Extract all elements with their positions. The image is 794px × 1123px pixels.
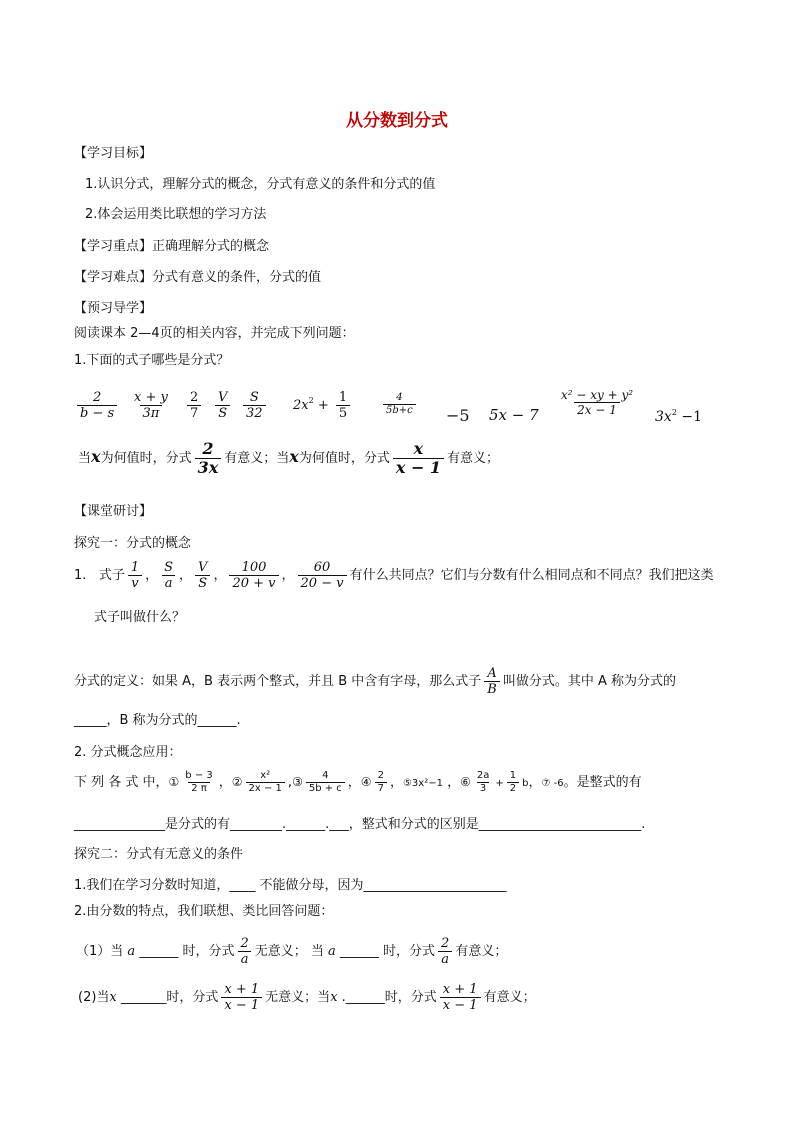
difficulty-text: 分式有意义的条件，分式的值	[152, 270, 322, 285]
explore2-title: 探究二：分式有无意义的条件	[74, 847, 244, 862]
difficulty	[74, 269, 321, 287]
expr-7: $\frac{4}{5b+c}$	[380, 392, 419, 417]
preview-heading: 【预习导学】	[74, 301, 153, 316]
expr-3: $\frac{2}{7}$	[184, 390, 204, 421]
q2-expressions: 下 列 各 式 中，① $\frac{b - 3}{2 \pi}$ ，② $\frac{\text{x²}}{2x - 1}$ ,③ $\frac{4}{5b + c}$ ，④ $\frac{2}{7}$ ，⑤3x²−1 ，⑥ $\frac{2a}{3}$ + $\frac{1}{2}$ b，⑦ -6。是整式的有	[74, 770, 642, 794]
expr-6: $2x^2$ + $\frac{1}{5}$	[293, 390, 353, 421]
definition-line2: _____，B 称为分式的______.	[74, 713, 241, 728]
expr-8: −5	[446, 406, 470, 425]
explore2-q1: 1.我们在学习分数时知道，____ 不能做分母，因为______________________	[74, 878, 507, 893]
q2-line2: ______________是分式的有________.______.___，整式和分式的区别是_________________________.	[74, 817, 646, 832]
expr-9: 5x − 7	[489, 406, 539, 424]
objective-item-2: 2.体会运用类比联想的学习方法	[85, 207, 267, 222]
class-study-heading: 【课堂研讨】	[74, 504, 153, 519]
explore1-q1-line2: 式子叫做什么？	[94, 610, 186, 625]
expr-10: $\frac{\text{x² − xy + y²}}{2x - 1}$	[561, 388, 634, 417]
expr-1: $\frac{2}{b - s}$	[74, 390, 120, 421]
preview-intro: 阅读课本 2—4页的相关内容，并完成下列问题：	[74, 326, 355, 341]
objectives-heading: 【学习目标】	[74, 146, 153, 161]
key-point-label: 【学习重点】	[74, 239, 153, 254]
preview-q2: 当x为何值时，分式 $\frac{2}{3x}$ 有意义；当x为何值时，分式 $\frac{x}{x - 1}$ 有意义；	[78, 439, 500, 477]
explore2-sub2: (2)当x _______时，分式 $\frac{x + 1}{x - 1}$ 无意义；当x .______时，分式 $\frac{x + 1}{x - 1}$ 有意义；	[78, 982, 536, 1013]
explore2-sub1: （1）当 a ______ 时，分式 $\frac{2}{a}$ 无意义； 当 a ______ 时，分式 $\frac{2}{a}$ 有意义；	[76, 936, 508, 967]
explore1-title: 探究一：分式的概念	[74, 536, 192, 551]
key-point	[74, 238, 269, 256]
expr-2: $\frac{x + y}{3\pi}$	[134, 390, 168, 421]
preview-q1: 1.下面的式子哪些是分式？	[74, 353, 230, 368]
difficulty-label: 【学习难点】	[74, 270, 153, 285]
page-title: 从分数到分式	[346, 111, 448, 131]
explore2-q2: 2.由分数的特点，我们联想、类比回答问题：	[74, 904, 334, 919]
expr-5: $\frac{S}{32}$	[240, 390, 269, 421]
key-point-text: 正确理解分式的概念	[152, 239, 270, 254]
q2-title: 2. 分式概念应用：	[74, 745, 182, 760]
expr-4: $\frac{V}{S}$	[212, 390, 233, 421]
expr-11: $3x^2 -1$	[655, 408, 702, 425]
explore1-q1: 1. 式子 $\frac{1}{v}$ ， $\frac{S}{a}$ ， $\frac{V}{S}$ ， $\frac{100}{20 + v}$ ， $\frac{60}{20 - v}$ 有什么共同点？它们与分数有什么相同点和不同点？我们把这类	[74, 560, 714, 591]
definition: 分式的定义：如果 A，B 表示两个整式，并且 B 中含有字母，那么式子 $\frac{A}{B}$ 叫做分式。其中 A 称为分式的	[74, 666, 676, 697]
objective-item-1: 1.认识分式，理解分式的概念，分式有意义的条件和分式的值	[85, 177, 436, 192]
